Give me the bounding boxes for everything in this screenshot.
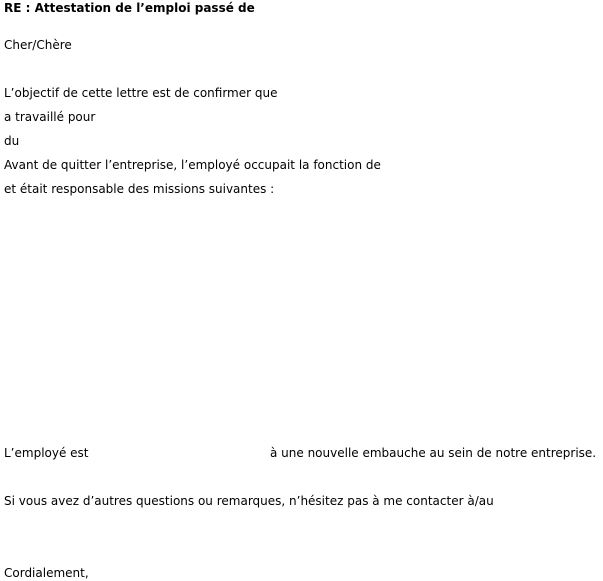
rehire-suffix: à une nouvelle embauche au sein de notre entreprise. [270,446,597,460]
position-line: Avant de quitter l’entreprise, l’employé occupait la fonction de [4,158,381,172]
intro-line: L’objectif de cette lettre est de confirmer que [4,86,278,100]
contact-line: Si vous avez d’autres questions ou remarques, n’hésitez pas à me contacter à/au [4,494,494,508]
from-line: du [4,134,20,148]
responsibilities-line: et était responsable des missions suivantes : [4,182,275,196]
rehire-prefix: L’employé est [4,446,89,460]
subject-line: RE : Attestation de l’emploi passé de [4,1,255,15]
salutation: Cher/Chère [4,38,72,52]
worked-for-line: a travaillé pour [4,110,96,124]
closing-line: Cordialement, [4,566,89,580]
